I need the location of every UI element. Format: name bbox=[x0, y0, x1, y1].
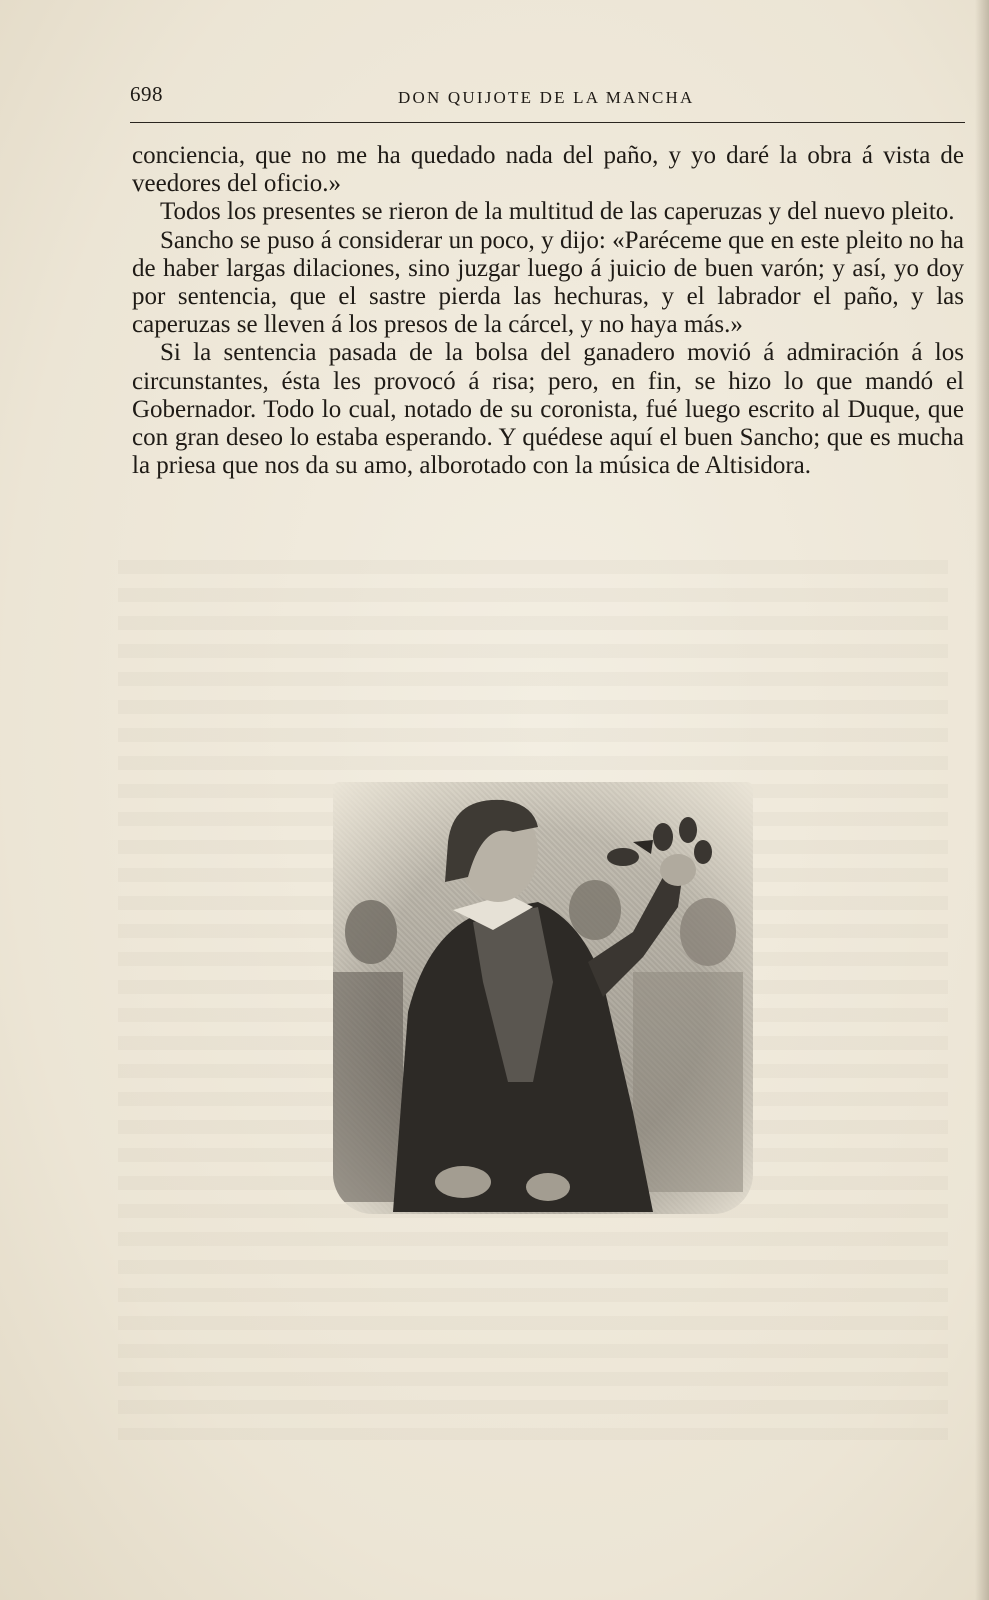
paragraph: conciencia, que no me ha quedado nada del paño, y yo daré la obra á vista de veedores del oficio.» bbox=[132, 142, 964, 198]
paragraph: Sancho se puso á considerar un poco, y dijo: «Paréceme que en este pleito no ha de haber largas dilaciones, sino juzgar luego á juicio de buen varón; y así, yo doy por sentencia, que el sastre pierda las hechuras, y el labrador el paño, y las caperuzas se lleven á los presos de la cárcel, y no haya más.» bbox=[132, 226, 964, 339]
engraving-illustration bbox=[333, 782, 753, 1214]
header-rule bbox=[130, 122, 965, 123]
running-title: DON QUIJOTE DE LA MANCHA bbox=[398, 88, 695, 107]
paragraph: Todos los presentes se rieron de la multitud de las caperuzas y del nuevo pleito. bbox=[160, 198, 955, 226]
engraving-drawing bbox=[333, 782, 753, 1214]
paragraph: Si la sentencia pasada de la bolsa del ganadero movió á admiración á los circunstantes, ésta les provocó á risa; pero, en fin, se hizo lo que mandó el Gobernador. Todo lo cual, notado de su coronista, fué luego escrito al Duque, que con gran deseo lo estaba esperando. Y quédese aquí el buen Sancho; que es mucha la priesa que nos da su amo, alborotado con la música de Altisidora. bbox=[132, 339, 964, 480]
body-text bbox=[132, 142, 964, 480]
page-number: 698 bbox=[130, 82, 163, 106]
page-edge-shadow bbox=[975, 0, 989, 1600]
page-header bbox=[130, 80, 960, 120]
